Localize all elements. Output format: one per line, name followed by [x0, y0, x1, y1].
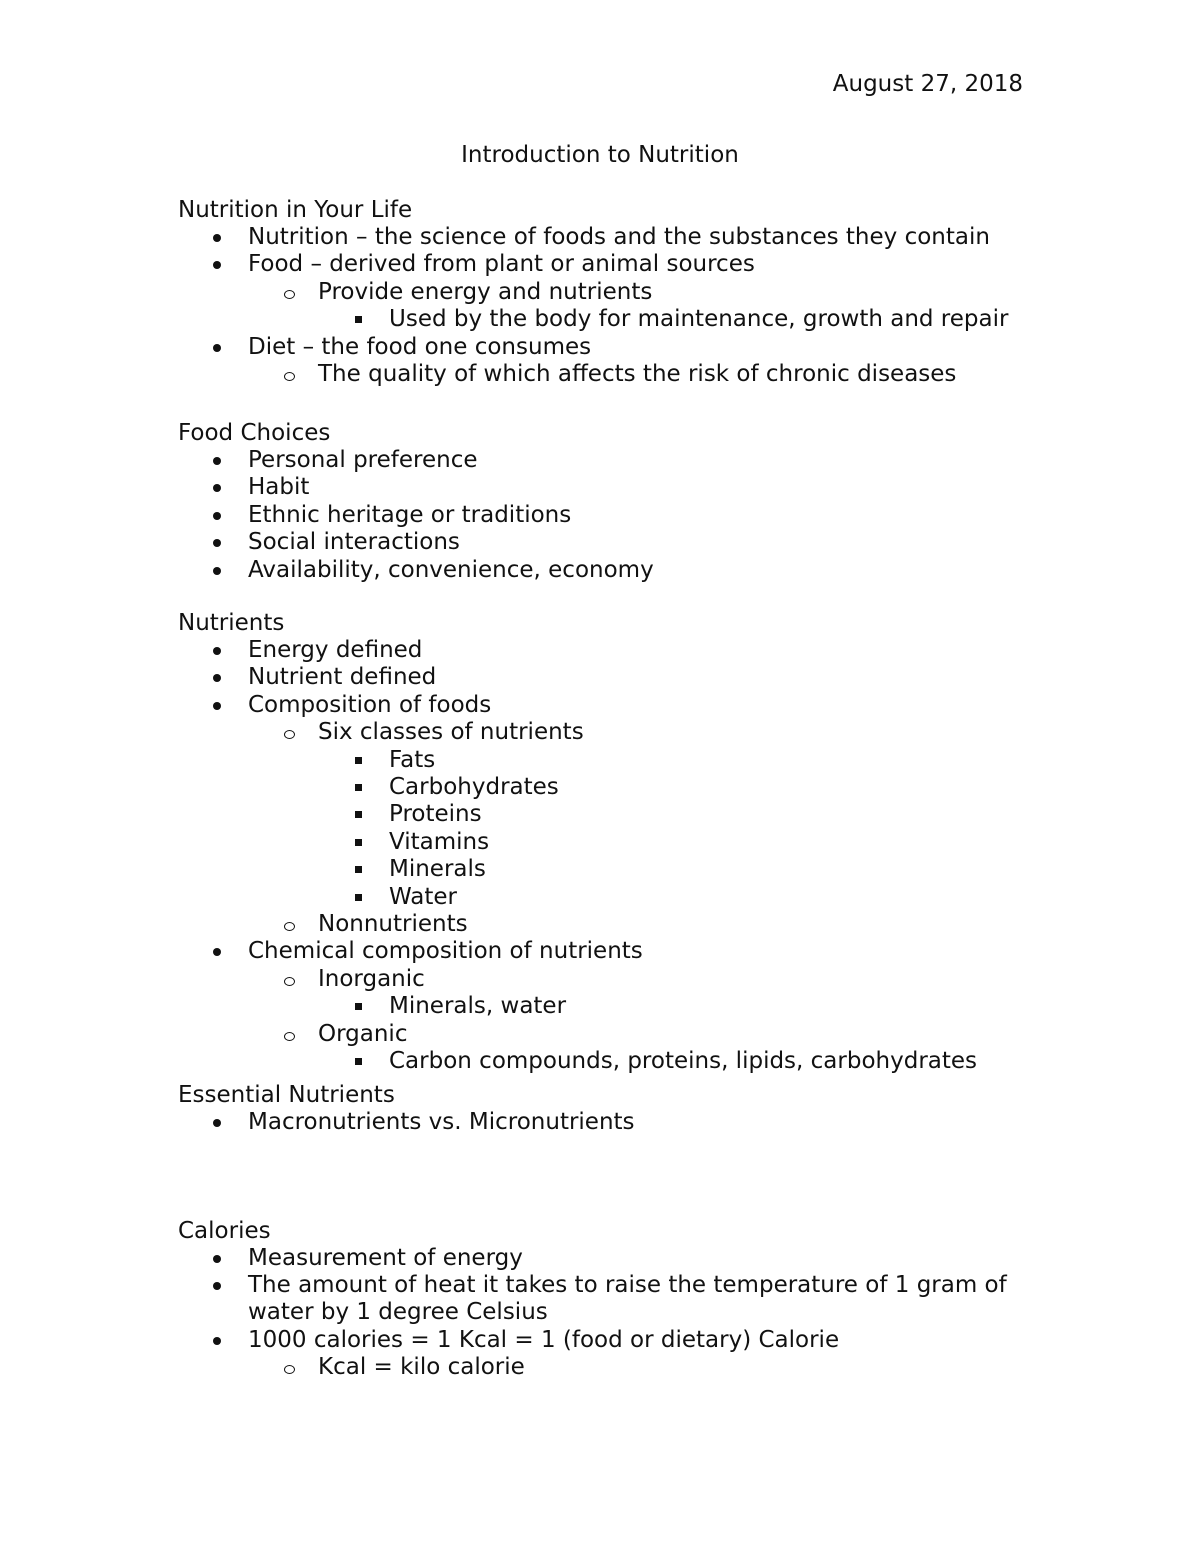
outline-item-text: Nutrient defined — [248, 664, 437, 691]
outline-item-text: Vitamins — [389, 828, 490, 855]
outline-item-level-1 — [248, 1272, 1038, 1326]
outline-item-text: Carbon compounds, proteins, lipids, carbohydrates — [389, 1048, 978, 1074]
bullet-dot-icon — [213, 344, 221, 352]
bullet-circle-icon — [284, 372, 295, 381]
bullet-dot-icon — [213, 539, 221, 547]
bullet-square-icon — [355, 866, 362, 873]
outline-item-level-3 — [389, 774, 559, 801]
bullet-dot-icon — [213, 512, 221, 520]
outline-item-text: Six classes of nutrients — [318, 719, 584, 746]
bullet-dot-icon — [213, 1337, 221, 1345]
document-title: Introduction to Nutrition — [461, 142, 739, 168]
outline-item-text: Kcal = kilo calorie — [318, 1354, 525, 1381]
bullet-circle-icon — [284, 977, 295, 986]
section-heading: Food Choices — [178, 420, 331, 446]
outline-item-text: Organic — [318, 1020, 408, 1047]
bullet-square-icon — [355, 1003, 362, 1010]
outline-item-level-1 — [248, 251, 755, 278]
outline-item-level-3 — [389, 1048, 977, 1075]
outline-item-level-1 — [248, 938, 643, 965]
outline-item-level-2 — [318, 966, 425, 993]
outline-item-text: Diet – the food one consumes — [248, 333, 592, 360]
bullet-dot-icon — [213, 948, 221, 956]
outline-item-text: Water — [389, 883, 457, 910]
outline-item-text: Carbohydrates — [389, 774, 559, 800]
section-heading: Calories — [178, 1218, 271, 1244]
bullet-square-icon — [355, 316, 362, 323]
outline-item-level-2 — [318, 1021, 407, 1048]
outline-item-text: Nutrition – the science of foods and the substances they contain — [248, 224, 990, 250]
bullet-dot-icon — [213, 457, 221, 465]
outline-item-level-3 — [389, 306, 1008, 333]
outline-item-text: Personal preference — [248, 447, 478, 473]
outline-item-text: Proteins — [389, 801, 482, 828]
bullet-circle-icon — [284, 290, 295, 299]
outline-item-level-2 — [318, 911, 468, 938]
outline-item-level-1 — [248, 502, 571, 529]
outline-item-text: Minerals, water — [389, 993, 567, 1020]
bullet-square-icon — [355, 1058, 362, 1065]
outline-item-level-1 — [248, 1245, 523, 1272]
outline-item-level-1 — [248, 447, 478, 474]
outline-item-level-1 — [248, 637, 422, 664]
outline-item-level-1 — [248, 529, 460, 556]
bullet-circle-icon — [284, 1032, 295, 1041]
bullet-dot-icon — [213, 234, 221, 242]
document-date: August 27, 2018 — [832, 71, 1023, 97]
outline-item-text: The quality of which affects the risk of chronic diseases — [318, 361, 957, 387]
outline-item-level-3 — [389, 993, 566, 1020]
outline-item-text: Inorganic — [318, 965, 425, 992]
section-heading: Essential Nutrients — [178, 1082, 395, 1108]
outline-item-level-2 — [318, 279, 652, 306]
outline-item-text: Used by the body for maintenance, growth and repair — [389, 306, 1009, 333]
bullet-square-icon — [355, 757, 362, 764]
outline-item-level-3 — [389, 856, 486, 883]
outline-item-level-2 — [318, 361, 956, 388]
bullet-dot-icon — [213, 567, 221, 575]
outline-item-text: Provide energy and nutrients — [318, 278, 653, 305]
bullet-dot-icon — [213, 702, 221, 710]
bullet-circle-icon — [284, 730, 295, 739]
bullet-dot-icon — [213, 1255, 221, 1263]
outline-item-level-2 — [318, 719, 584, 746]
bullet-square-icon — [355, 784, 362, 791]
outline-item-level-1 — [248, 1109, 635, 1136]
outline-item-text: Chemical composition of nutrients — [248, 938, 643, 965]
bullet-dot-icon — [213, 261, 221, 269]
bullet-dot-icon — [213, 1119, 221, 1127]
outline-item-text: Availability, convenience, economy — [248, 556, 654, 583]
outline-item-level-3 — [389, 801, 482, 828]
bullet-dot-icon — [213, 674, 221, 682]
bullet-square-icon — [355, 894, 362, 901]
bullet-circle-icon — [284, 1365, 295, 1374]
outline-item-text: Energy defined — [248, 637, 423, 663]
outline-item-level-1 — [248, 334, 591, 361]
bullet-square-icon — [355, 839, 362, 846]
bullet-dot-icon — [213, 1282, 221, 1290]
outline-item-level-1 — [248, 692, 491, 719]
outline-item-level-3 — [389, 747, 435, 774]
outline-item-level-1 — [248, 224, 990, 251]
outline-item-text: The amount of heat it takes to raise the temperature of 1 gram of water by 1 degree Celsius — [248, 1272, 1007, 1326]
outline-item-text: Social interactions — [248, 529, 460, 556]
outline-item-level-3 — [389, 829, 489, 856]
outline-item-text: Composition of foods — [248, 691, 492, 718]
outline-item-text: Minerals — [389, 856, 486, 883]
outline-item-text: Habit — [248, 474, 310, 501]
outline-item-level-3 — [389, 884, 457, 911]
bullet-dot-icon — [213, 484, 221, 492]
section-heading: Nutrition in Your Life — [178, 197, 413, 223]
outline-item-text: 1000 calories = 1 Kcal = 1 (food or dietary) Calorie — [248, 1326, 840, 1353]
outline-item-level-1 — [248, 474, 309, 501]
outline-item-text: Food – derived from plant or animal sources — [248, 251, 755, 278]
bullet-circle-icon — [284, 922, 295, 931]
outline-item-text: Nonnutrients — [318, 911, 468, 937]
outline-item-text: Measurement of energy — [248, 1245, 523, 1271]
outline-item-level-2 — [318, 1354, 525, 1381]
outline-item-text: Macronutrients vs. Micronutrients — [248, 1109, 635, 1135]
outline-item-level-1 — [248, 557, 654, 584]
outline-item-level-1 — [248, 1327, 839, 1354]
outline-item-text: Ethnic heritage or traditions — [248, 501, 572, 528]
outline-item-text: Fats — [389, 746, 436, 773]
outline-item-level-1 — [248, 664, 436, 691]
bullet-dot-icon — [213, 647, 221, 655]
bullet-square-icon — [355, 811, 362, 818]
section-heading: Nutrients — [178, 610, 285, 636]
